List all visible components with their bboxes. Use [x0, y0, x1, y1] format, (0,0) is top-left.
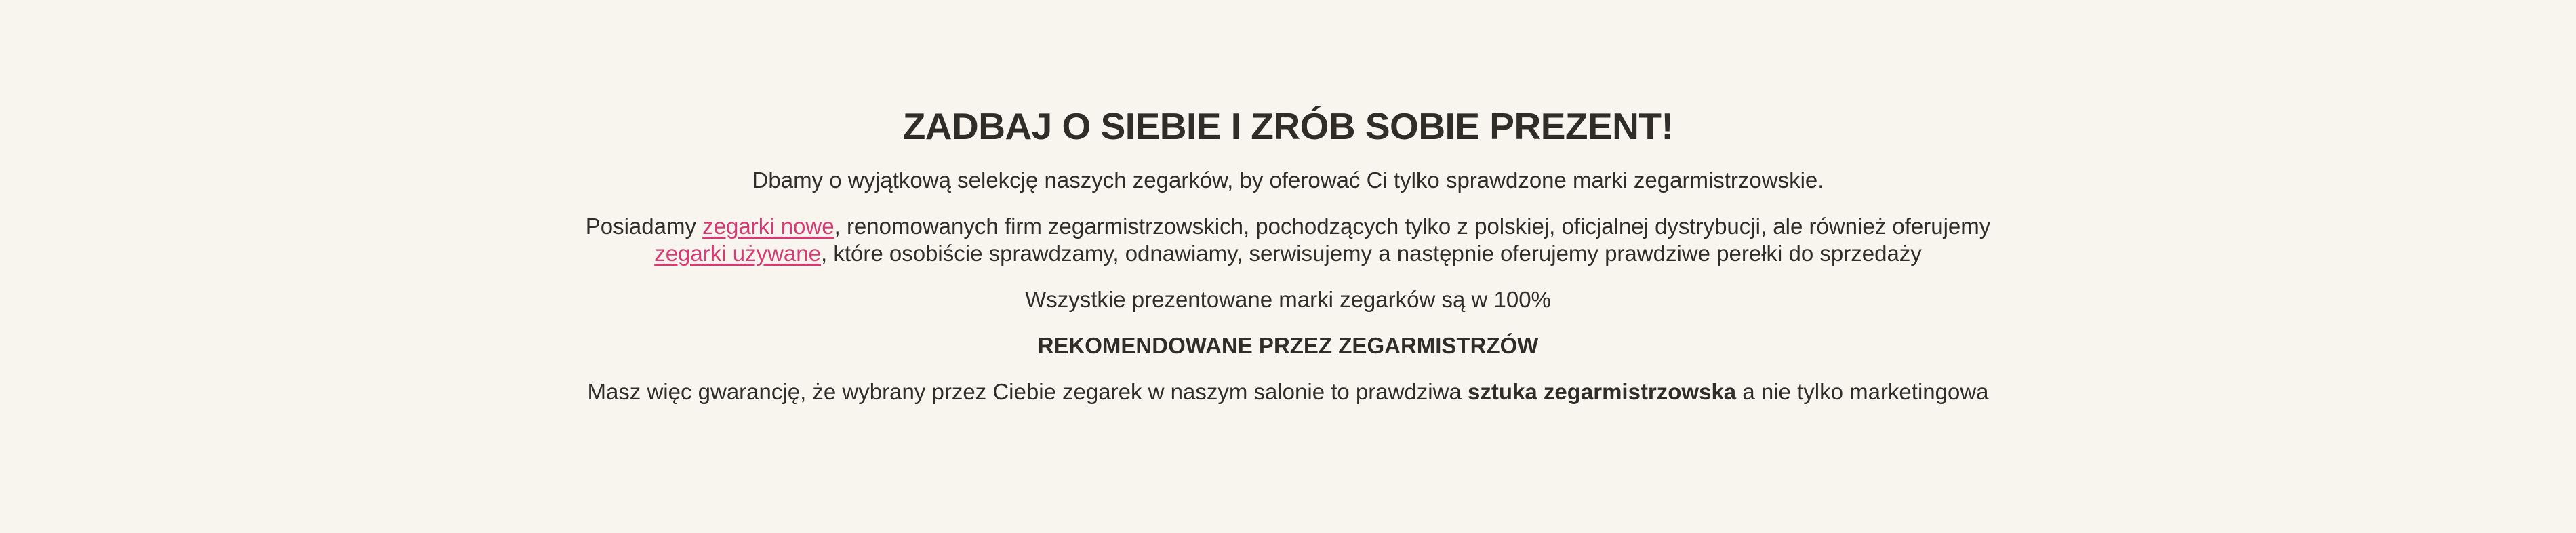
intro-text: Dbamy o wyjątkową selekcję naszych zegarków, by oferować Ci tylko sprawdzone marki zegarmistrzowskie.: [752, 167, 1824, 193]
offer-paragraph: [0, 213, 2576, 267]
guarantee-emphasis: sztuka zegarmistrzowska: [1468, 379, 1737, 404]
recommended-heading: REKOMENDOWANE PRZEZ ZEGARMISTRZÓW: [1037, 333, 1539, 358]
guarantee-text-end: a nie tylko marketingowa: [1736, 379, 1989, 404]
new-watches-link[interactable]: zegarki nowe: [702, 214, 834, 239]
page-title: ZADBAJ O SIEBIE I ZRÓB SOBIE PREZENT!: [902, 105, 1674, 147]
offer-text-middle: , renomowanych firm zegarmistrzowskich, pochodzących tylko z polskiej, oficjalnej dystrybucji, ale również oferujemy: [834, 214, 1991, 239]
all-brands-text: Wszystkie prezentowane marki zegarków są w 100%: [1025, 287, 1551, 312]
guarantee-text-start: Masz więc gwarancję, że wybrany przez Ciebie zegarek w naszym salonie to prawdziwa: [587, 379, 1468, 404]
guarantee-paragraph: [0, 378, 2576, 406]
offer-text-start: Posiadamy: [585, 214, 703, 239]
used-watches-link[interactable]: zegarki używane: [654, 241, 821, 266]
promo-content: [0, 100, 2576, 406]
offer-text-end: , które osobiście sprawdzamy, odnawiamy, serwisujemy a następnie oferujemy prawdziwe perełki do sprzedaży: [820, 241, 1922, 266]
